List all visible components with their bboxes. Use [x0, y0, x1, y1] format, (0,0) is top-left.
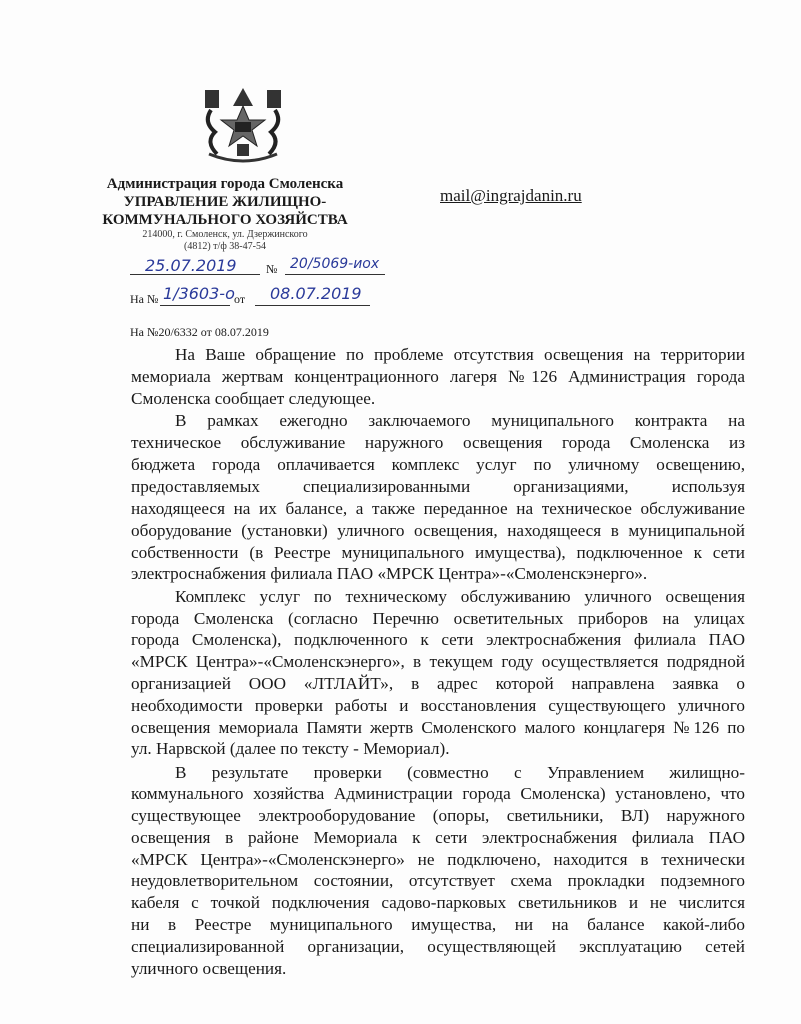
department-name-line2: КОММУНАЛЬНОГО ХОЗЯЙСТВА: [102, 212, 348, 228]
text-line: На Ваше обращение по проблеме отсутствия освещения на территории: [175, 345, 745, 364]
text-line: Комплекс услуг по техническому обслуживанию уличного освещения: [175, 587, 745, 606]
text-line: «МРСК Центра»-«Смоленскэнерго» не подключено, находится в технически: [131, 850, 745, 869]
text-line: города Смоленска (согласно Перечню осветительных приборов на улицах: [131, 609, 745, 628]
text-line: «МРСК Центра»-«Смоленскэнерго», в текущем году осуществляется подрядной: [131, 652, 745, 671]
text-line: уличного освещения.: [131, 959, 287, 978]
number-label: №: [266, 262, 278, 276]
ref-from-label: от: [234, 292, 246, 306]
text-line: собственности (в Реестре муниципального имущества), подключенное к сети: [131, 543, 745, 562]
text-line: организацией ООО «ЛТЛАЙТ», в адрес которой направлена заявка о: [131, 674, 745, 693]
smolensk-coat-of-arms-logo: [203, 84, 283, 168]
ref-printed: На №20/6332 от 08.07.2019: [130, 325, 269, 339]
text-line: В рамках ежегодно заключаемого муниципального контракта на: [175, 411, 745, 430]
phone: (4812) т/ф 38-47-54: [184, 241, 266, 252]
text-line: мемориала жертвам концентрационного лагеря №126 Администрация города: [131, 367, 745, 386]
text-line: техническое обслуживание наружного освещения города Смоленска из: [131, 433, 745, 452]
text-line: освещения мемориала Памяти жертв Смоленского малого концлагеря №126 по: [131, 718, 745, 737]
outgoing-number: 20/5069-иох: [290, 256, 380, 272]
address: 214000, г. Смоленск, ул. Дзержинского: [142, 229, 308, 240]
ref-label: На №: [130, 292, 159, 306]
text-line: существующее электрооборудование (опоры, светильники, ВЛ) наружного: [131, 806, 745, 825]
text-line: специализированной организации, осуществляющей эксплуатацию сетей: [131, 937, 745, 956]
text-line: предоставляемых специализированными организациями, используя: [131, 477, 745, 496]
text-line: освещения в районе Мемориала к сети электроснабжения филиала ПАО: [131, 828, 745, 847]
text-line: находящееся на их балансе, а также переданное на техническое обслуживание: [131, 499, 745, 518]
text-line: электроснабжения филиала ПАО «МРСК Центра»-«Смоленскэнерго».: [131, 564, 648, 583]
text-line: ул. Нарвской (далее по тексту - Мемориал).: [131, 739, 450, 758]
text-line: ни в Реестре муниципального имущества, ни на балансе какой-либо: [131, 915, 745, 934]
text-line: неудовлетворительном состоянии, отсутствует схема прокладки подземного: [131, 871, 745, 890]
text-line: Смоленска сообщает следующее.: [131, 389, 376, 408]
department-name-line1: УПРАВЛЕНИЕ ЖИЛИЩНО-: [123, 194, 327, 210]
text-line: В результате проверки (совместно с Управлением жилищно-: [175, 763, 745, 782]
text-line: оборудование (установки) уличного освещения, находящееся в муниципальной: [131, 521, 745, 540]
outgoing-date: 25.07.2019: [145, 256, 237, 275]
text-line: коммунального хозяйства Администрации города Смоленска) установлено, что: [131, 784, 745, 803]
ref-date: 08.07.2019: [270, 284, 362, 303]
text-line: кабеля с точкой подключения садово-парковых светильников и не числится: [131, 893, 745, 912]
ref-number: 1/3603-о: [163, 284, 235, 303]
recipient-email: mail@ingrajdanin.ru: [440, 186, 582, 205]
text-line: города Смоленска), подключенного к сети электроснабжения филиала ПАО: [131, 630, 745, 649]
text-line: необходимости проверки работы и восстановления существующего уличного: [131, 696, 745, 715]
org-name: Администрация города Смоленска: [106, 176, 344, 192]
text-line: бюджета города оплачивается комплекс услуг по уличному освещению,: [131, 455, 745, 474]
